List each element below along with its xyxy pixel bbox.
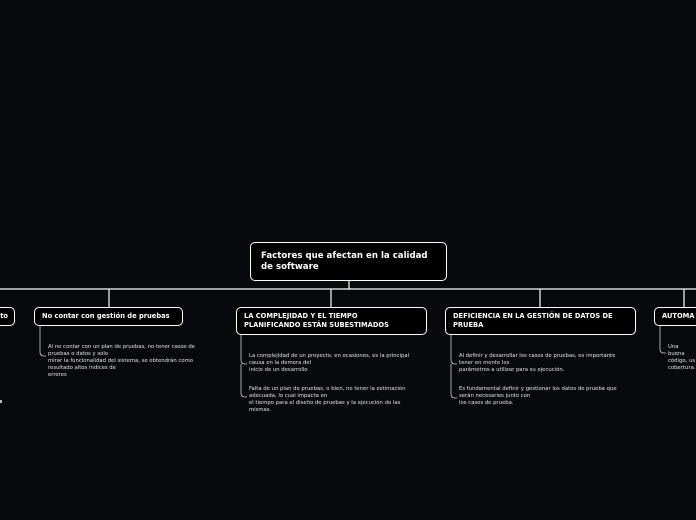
leaf-note-no-contar-1[interactable]: Al no contar con un plan de pruebas, no tener casos de pruebas o datos y sólo mirar la funcionalidad del sistema, se obtendrán como resultado altos índices de errores <box>48 344 195 378</box>
edge-fragment-mark <box>0 400 2 403</box>
branch-label: DEFICIENCIA EN LA GESTIÓN DE DATOS DE PRUEBA <box>453 312 613 329</box>
leaf-note-complejidad-1[interactable]: La complejidad de un proyecto, en ocasiones, es la principal causa en la demora del inicio de un desarrollo <box>249 353 410 373</box>
leaf-note-automa-1[interactable]: Una buena código, us cobertura. <box>668 344 696 371</box>
connector-leaf-automa-1 <box>660 326 666 353</box>
branch-label: to <box>0 312 8 320</box>
branch-label: AUTOMA <box>662 312 695 320</box>
branch-node-no-contar-gestion[interactable] <box>34 307 183 326</box>
branch-label: LA COMPLEJIDAD Y EL TIEMPO PLANIFICANDO ESTÁN SUBESTIMADOS <box>244 312 389 329</box>
branch-node-automatizacion[interactable] <box>654 307 696 326</box>
connector-leaf-complejidad-2 <box>241 364 247 397</box>
branch-node-left-cut[interactable] <box>0 307 15 326</box>
connector-leaf-deficiencia-2 <box>451 364 457 398</box>
branch-label: No contar con gestión de pruebas <box>42 312 170 320</box>
central-topic-node[interactable] <box>250 242 447 281</box>
leaf-note-complejidad-2[interactable]: Falta de un plan de pruebas, o bien, no tener la estimación adecuada, lo cual impacta en el tiempo para el diseño de pruebas y la ejecución de las mismas. <box>249 386 406 413</box>
branch-node-complejidad-tiempo[interactable] <box>236 307 427 335</box>
leaf-note-deficiencia-2[interactable]: Es fundamental definir y gestionar los datos de prueba que serán necesarios junto con los casos de prueba. <box>459 386 617 406</box>
leaf-note-deficiencia-1[interactable]: Al definir y desarrollar los casos de pruebas, es importante tener en mente los parámetros a utilizar para su ejecución. <box>459 353 616 373</box>
connector-leaf-deficiencia-1 <box>451 335 457 364</box>
branch-node-deficiencia-datos[interactable] <box>445 307 636 335</box>
connector-leaf-no-contar-1 <box>40 326 46 356</box>
central-topic-title: Factores que afectan en la calidad de software <box>261 251 428 272</box>
connector-leaf-complejidad-1 <box>241 335 247 364</box>
